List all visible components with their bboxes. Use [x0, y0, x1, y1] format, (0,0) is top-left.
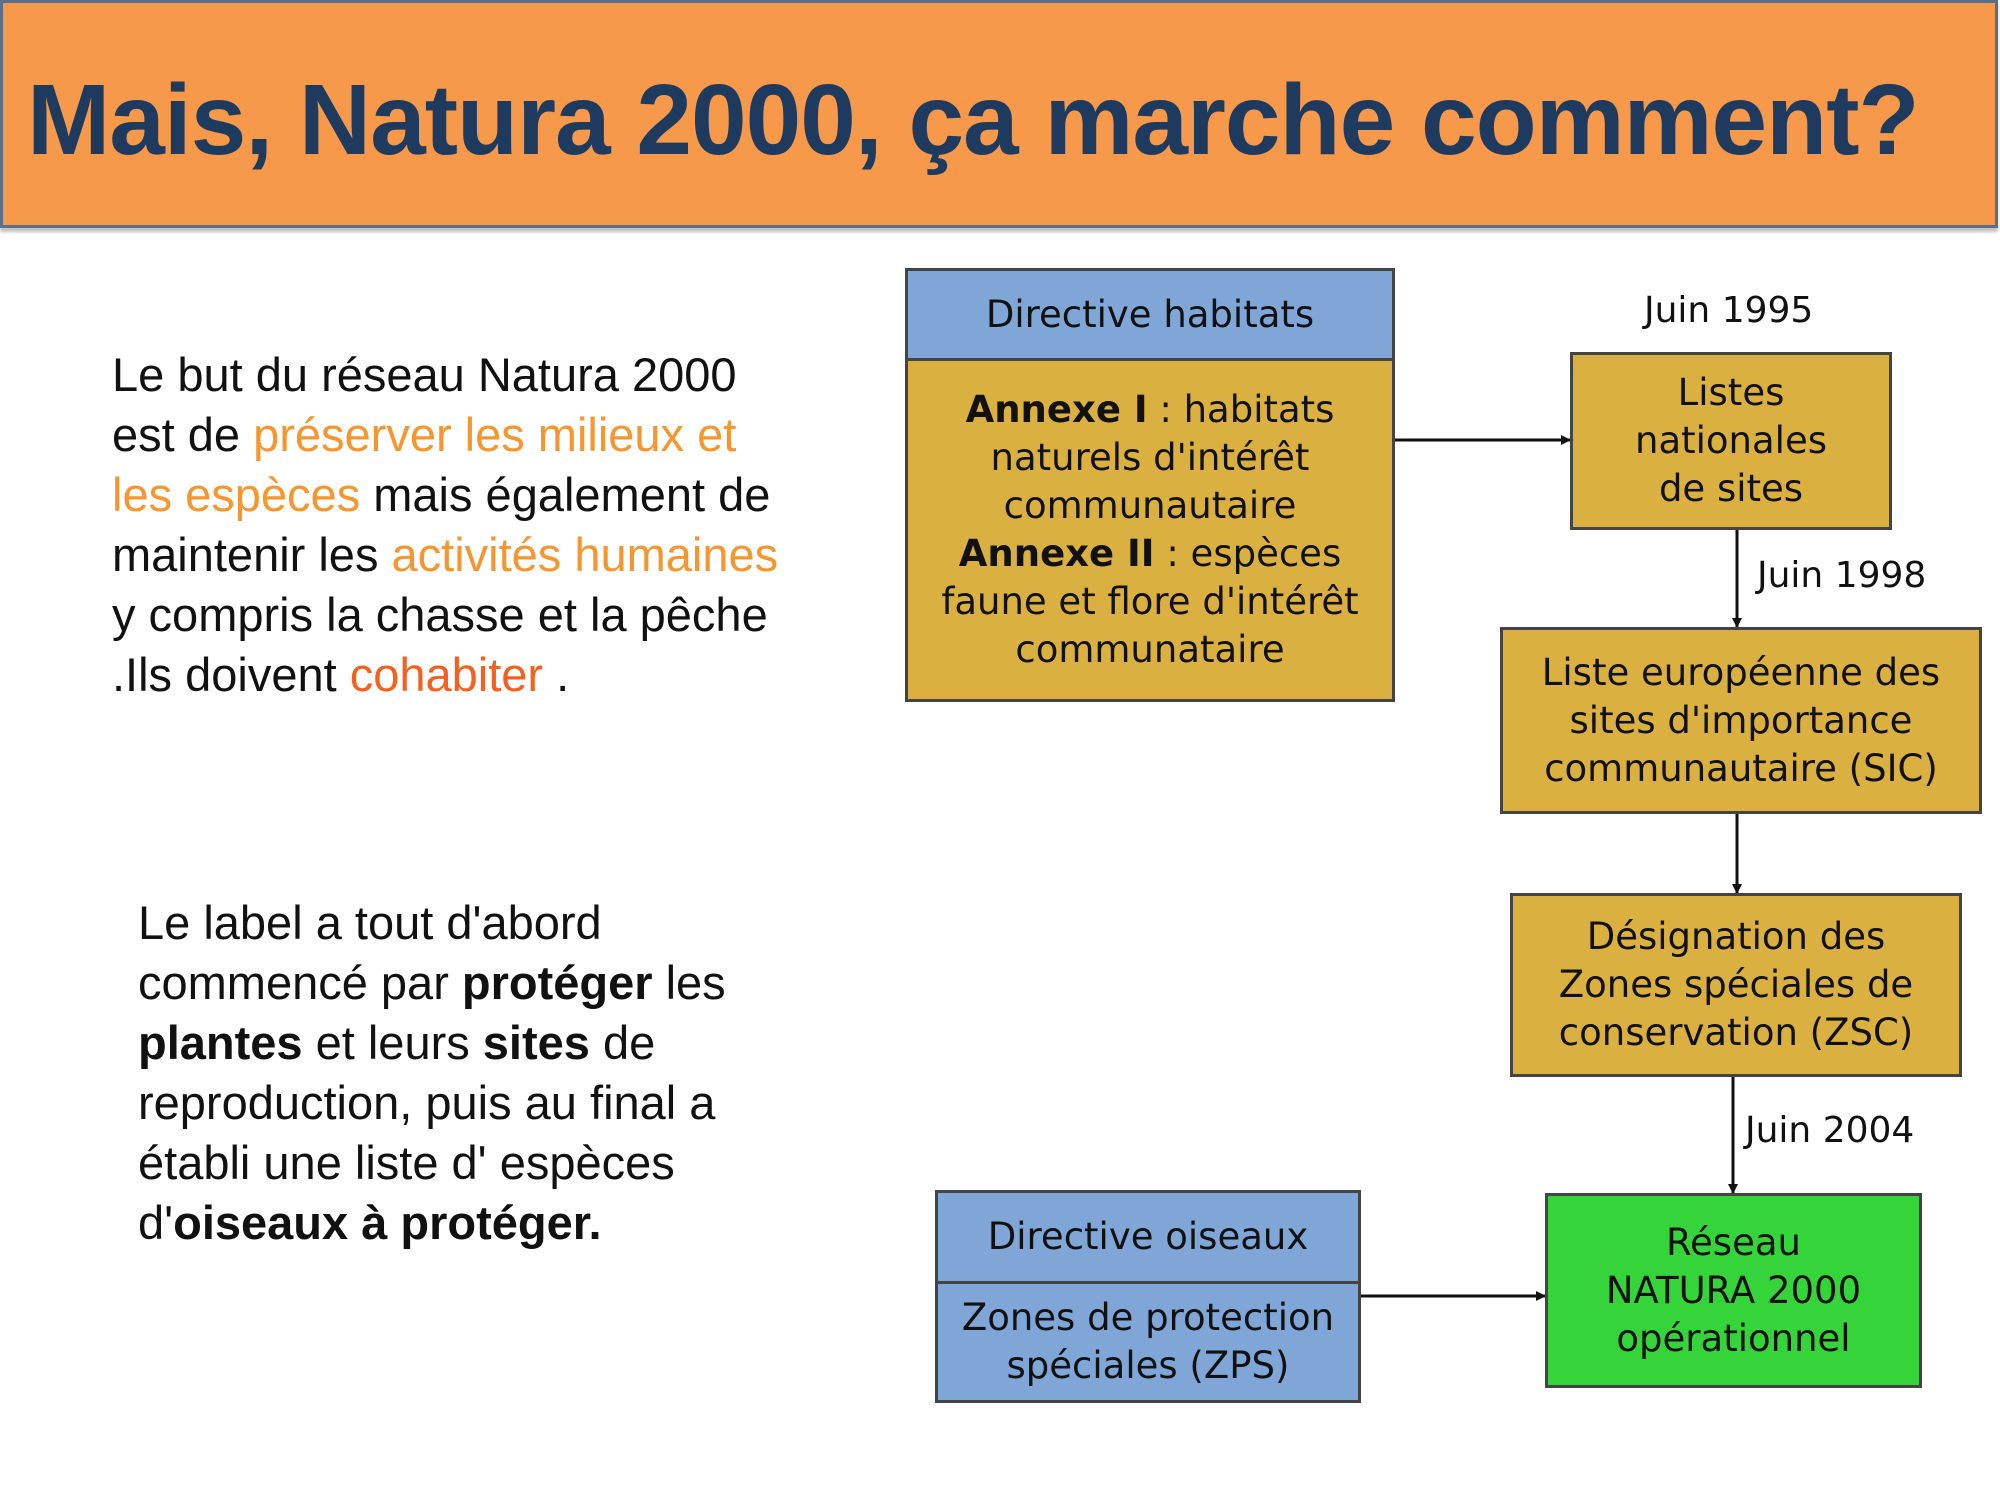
annexe2-text: : espèces faune et flore d'intérêt communataire [941, 532, 1359, 671]
zsc-text: Désignation des Zones spéciales de conservation (ZSC) [1558, 915, 1914, 1054]
history-text-3: et leurs [302, 1016, 483, 1069]
history-text-2: les [652, 956, 726, 1009]
directive-oiseaux-text: Zones de protection spéciales (ZPS) [961, 1296, 1335, 1387]
annexe1-text: : habitats naturels d'intérêt communautaire [990, 388, 1335, 527]
reseau-text: Réseau NATURA 2000 opérationnel [1605, 1220, 1862, 1360]
annexes-text [926, 386, 1374, 674]
annexe2-label: Annexe II [958, 532, 1155, 575]
history-bold-oiseaux: oiseaux à protéger. [173, 1196, 602, 1249]
page-title: Mais, Natura 2000, ça marche comment? [27, 64, 1919, 176]
date-juin-1995: Juin 1995 [1644, 290, 1814, 331]
purpose-text-2: mais également de maintenir les [112, 468, 771, 581]
annexe1-label: Annexe I [965, 388, 1148, 431]
listes-nationales-box [1570, 352, 1892, 530]
sic-text: Liste européenne des sites d'importance communautaire (SIC) [1541, 650, 1941, 790]
history-text-1: Le label a tout d'abord commencé par [138, 896, 602, 1009]
purpose-text-4: . [543, 648, 570, 701]
history-text-4: de reproduction, puis au final a établi une liste d' espèces d' [138, 1016, 716, 1249]
date-juin-2004: Juin 2004 [1745, 1110, 1915, 1151]
purpose-text-1: Le but du réseau Natura 2000 est de [112, 348, 737, 461]
date-juin-1998: Juin 1998 [1757, 555, 1927, 596]
history-bold-sites: sites [482, 1016, 590, 1069]
sic-box [1500, 627, 1982, 814]
directive-habitats-body [905, 358, 1395, 702]
directive-oiseaux-title: Directive oiseaux [987, 1215, 1309, 1258]
purpose-highlight-activities: activités humaines [391, 528, 779, 581]
reseau-box [1545, 1193, 1922, 1388]
directive-habitats-header [905, 268, 1395, 361]
purpose-highlight-cohabit: cohabiter [349, 648, 544, 701]
zsc-box [1510, 893, 1962, 1077]
directive-oiseaux-body [935, 1281, 1361, 1403]
directive-oiseaux-header [935, 1190, 1361, 1284]
history-bold-proteger: protéger [461, 956, 653, 1009]
listes-nationales-text: Listes nationales de sites [1635, 371, 1827, 510]
purpose-text-3: y compris la chasse et la pêche .Ils doivent [112, 588, 768, 701]
purpose-highlight-preserve: préserver les milieux et les espèces [112, 408, 737, 521]
directive-habitats-title: Directive habitats [985, 292, 1315, 336]
history-bold-plantes: plantes [138, 1016, 303, 1069]
